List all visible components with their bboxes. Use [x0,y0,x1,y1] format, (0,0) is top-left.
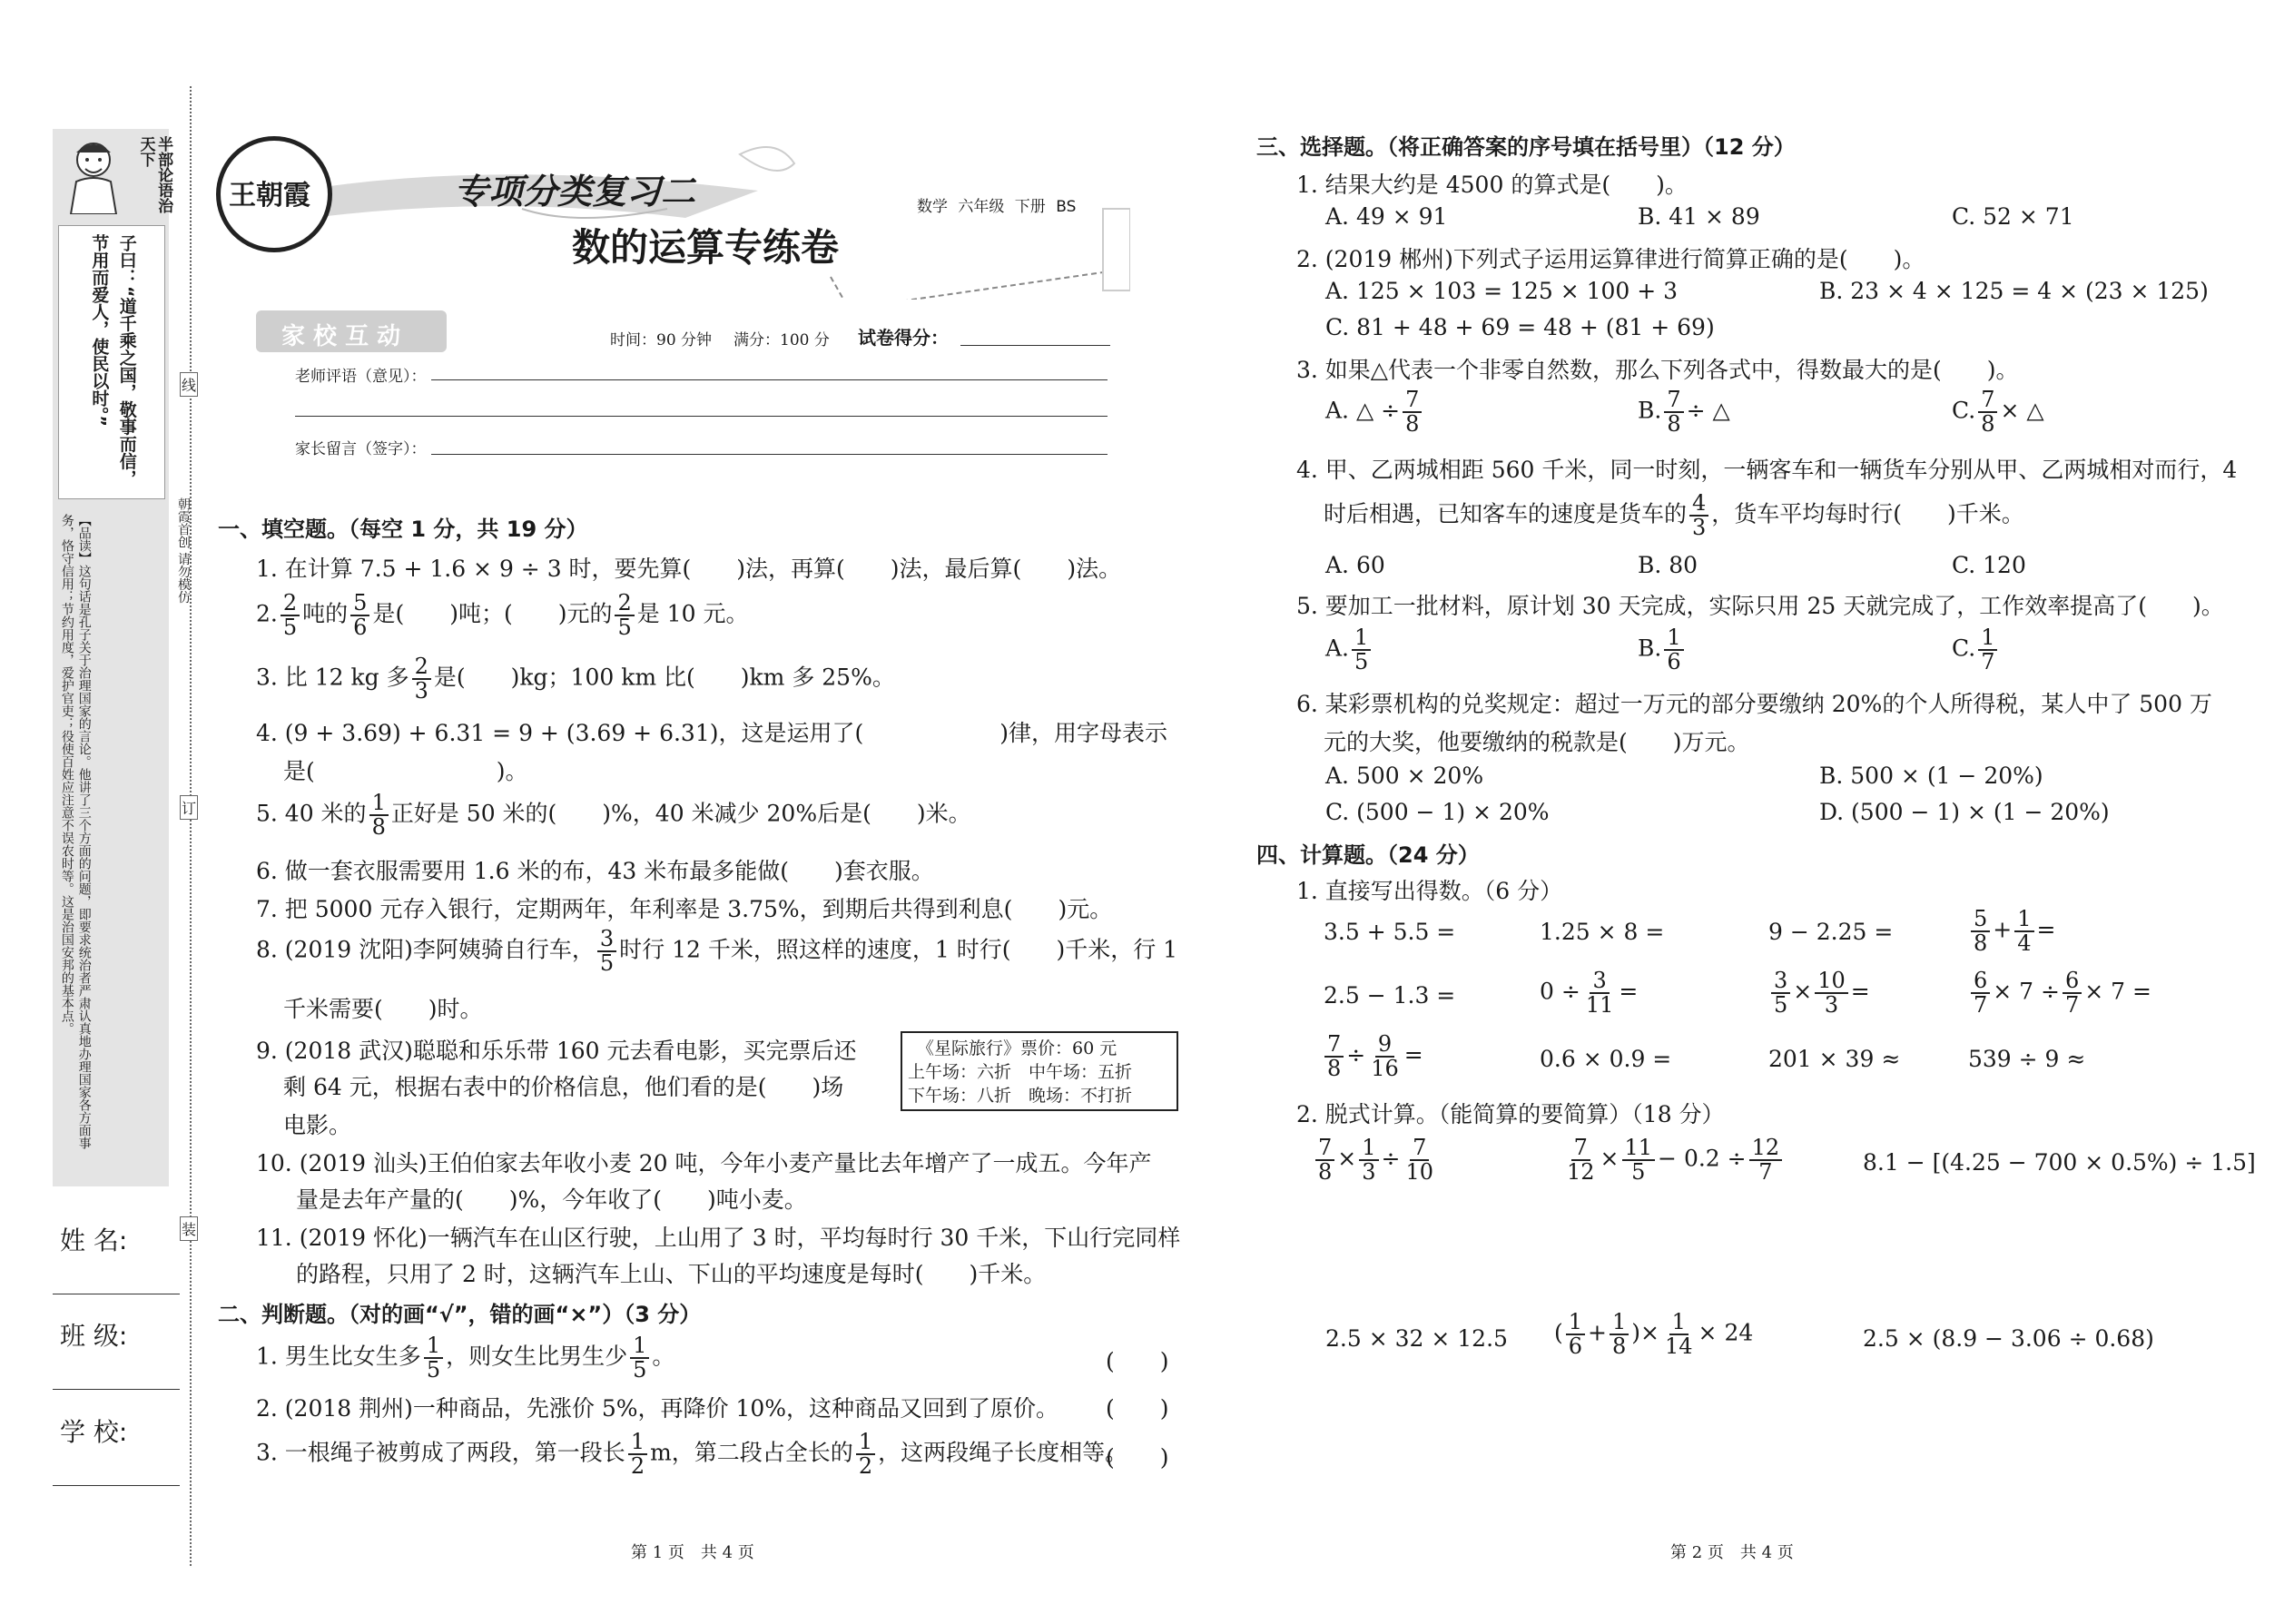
q4-1-title: 1. 直接写出得数。（6 分） [1296,878,1563,904]
teacher-comment-line[interactable] [431,379,1108,380]
q1-9b: 剩 64 元，根据右表中的价格信息，他们看的是( )场 [283,1074,844,1100]
class-label: 班 级: [60,1321,128,1351]
expr-5: ( $\frac{1}{6}$ + $\frac{1}{8}$ )× $\frac{1}{14}$ × 24 [1554,1309,1754,1360]
ticket-box-line1: 《星际旅行》票价：60 元 [917,1038,1117,1058]
q3-4b: 时后相遇，已知客车的速度是货车的 $\frac{4}{3}$ ，货车平均每时行( )千米。 [1324,490,2024,541]
q3-1: 1. 结果大约是 4500 的算式是( )。 [1296,172,1688,198]
name-label: 姓 名: [60,1225,128,1255]
confucius-icon [58,134,129,214]
q1-11b: 的路程，只用了 2 时，这辆汽车上山、下山的平均速度是每时( )千米。 [296,1261,1047,1287]
calc-r1b: 1.25 × 8 = [1540,919,1665,945]
section1-title: 一、填空题。（每空 1 分，共 19 分） [218,517,588,542]
calc-r1a: 3.5 + 5.5 = [1324,919,1456,945]
parent-comment-label: 家长留言（签字）： [295,440,427,458]
q1-8a: 8. (2019 沈阳)李阿姨骑自行车， $\frac{3}{5}$ 时行 12 千米，照这样的速度，1 时行( )千米，行 1 [256,926,1178,977]
cut-mark-xian: 线 [180,372,198,397]
series-title: 专项分类复习二 [454,172,696,212]
school-label: 学 校: [60,1417,128,1447]
reading-text: 【品读】这句话是孔子关于治理国家的言论。他讲了三个方面的问题，即要求统治者严肃认真地办理国家各方面事务，恪守信用；节约用度，爱护官吏；役使百姓应注意不误农时等。这是治国安邦的基本点。 [59,514,92,1149]
q3-6-D: D. (500 − 1) × (1 − 20%) [1819,799,2110,825]
q3-5: 5. 要加工一批材料，原计划 30 天完成，实际只用 25 天就完成了，工作效率提高了( )。 [1296,593,2224,619]
section2-title: 二、判断题。（对的画“√”，错的画“×”）（3 分） [218,1302,702,1327]
q3-5-B: B. $\frac{1}{6}$ [1638,626,1687,674]
q3-6-B: B. 500 × (1 − 20%) [1819,763,2043,789]
parent-comment-line[interactable] [431,454,1108,455]
full-score-info: 满分：100 分 [733,331,830,349]
frac-2-5: $\frac{2}{5}$ [281,592,300,639]
q3-3-B: B. $\frac{7}{8}$ ÷ △ [1638,387,1730,438]
q3-6-C: C. (500 − 1) × 20% [1325,799,1550,825]
quote: 子曰：“道千乘之国，敬事而信，节用而爱人，使民以时。” [89,234,137,487]
q2-3: 3. 一根绳子被剪成了两段，第一段长 $\frac{1}{2}$ m，第二段占全长的 $\frac{1}{2}$ ，这两段绳子长度相等。 [256,1429,1128,1480]
teacher-comment-label: 老师评语（意见）： [295,368,427,386]
school-line[interactable] [53,1485,180,1486]
calc-r1c: 9 − 2.25 = [1768,919,1894,945]
q3-4a: 4. 甲、乙两城相距 560 千米，同一时刻，一辆客车和一辆货车分别从甲、乙两城相对而行，4 [1296,457,2238,483]
q3-1-C: C. 52 × 71 [1952,203,2074,230]
q1-9c: 电影。 [283,1112,352,1138]
calc-r2a: 2.5 − 1.3 = [1324,982,1456,1009]
q1-2: 2. $\frac{2}{5}$ 吨的 $\frac{5}{6}$ 是( )吨；( )元的 $\frac{2}{5}$ 是 10 元。 [256,590,749,641]
ticket-box-line2: 上午场：六折 中午场：五折 [908,1062,1133,1082]
q2-2-answer[interactable]: ( ) [1106,1395,1169,1422]
calc-r2c: $\frac{3}{5}$ × $\frac{10}{3}$ = [1768,969,1870,1017]
publisher-note: 朝霞首创 请勿模仿 [176,497,191,604]
q1-4b: 是( )。 [283,758,528,784]
page-title: 数的运算专练卷 [572,225,840,270]
q1-1: 1. 在计算 7.5 + 1.6 × 9 ÷ 3 时，要先算( )法，再算( )法，最后算( )法。 [256,556,1122,582]
q1-11a: 11. (2019 怀化)一辆汽车在山区行驶，上山用了 3 时，平均每时行 30 千米，下山行完同样 [256,1225,1181,1251]
q2-3-answer[interactable]: ( ) [1106,1444,1169,1471]
q1-3: 3. 比 12 kg 多 $\frac{2}{3}$ 是( )kg；100 km 比( )km 多 25%。 [256,654,895,704]
q3-6b: 元的大奖，他要缴纳的税款是( )万元。 [1324,729,1750,755]
q1-4a: 4. (9 + 3.69) + 6.31 = 9 + (3.69 + 6.31)，这是运用了( )律，用字母表示 [256,720,1167,746]
time-info: 时间：90 分钟 [610,331,713,349]
section4-title: 四、计算题。（24 分） [1256,842,1480,868]
q3-6-A: A. 500 × 20% [1325,763,1484,789]
section3-title: 三、选择题。（将正确答案的序号填在括号里）（12 分） [1256,134,1796,160]
q3-6a: 6. 某彩票机构的兑奖规定：超过一万元的部分要缴纳 20%的个人所得税，某人中了 500 万 [1296,691,2212,717]
footer-right: 第 2 页 共 4 页 [1670,1543,1794,1562]
calc-r1d: $\frac{5}{8}$ + $\frac{1}{4}$ = [1968,908,2055,955]
q3-1-A: A. 49 × 91 [1325,203,1448,230]
expr-6: 2.5 × (8.9 − 3.06 ÷ 0.68) [1863,1325,2154,1352]
q4-2-title: 2. 脱式计算。（能简算的要简算）（18 分） [1296,1101,1725,1127]
teacher-comment-line-2[interactable] [295,416,1108,417]
q3-1-B: B. 41 × 89 [1638,203,1760,230]
jxhd-label: 家 校 互 动 [281,323,401,350]
expr-1: $\frac{7}{8}$ × $\frac{1}{3}$ ÷ $\frac{7}{10}$ [1313,1137,1439,1184]
q3-3-C: C. $\frac{7}{8}$ × △ [1952,387,2044,438]
calc-r2d: $\frac{6}{7}$ × 7 ÷ $\frac{6}{7}$ × 7 = [1968,969,2151,1017]
q1-8b: 千米需要( )时。 [283,996,483,1022]
motto: 半部论语治天下 [136,136,173,213]
ticket-box-line3: 下午场：八折 晚场：不打折 [908,1086,1133,1106]
q3-4-C: C. 120 [1952,552,2026,578]
q3-2-A: A. 125 × 103 = 125 × 100 + 3 [1325,278,1679,304]
q1-9a: 9. (2018 武汉)聪聪和乐乐带 160 元去看电影，买完票后还 [256,1038,857,1064]
subject-tags: 数学 六年级 下册 BS [917,198,1077,216]
q3-2: 2. (2019 郴州)下列式子运用运算律进行简算正确的是( )。 [1296,246,1925,272]
q3-3: 3. 如果△代表一个非零自然数，那么下列各式中，得数最大的是( )。 [1296,357,2019,383]
expr-2: $\frac{7}{12}$ × $\frac{11}{5}$ − 0.2 ÷ $\frac{12}{7}$ [1561,1137,1785,1184]
cut-mark-zhuang: 装 [180,1216,198,1241]
logo-text: 王朝霞 [229,180,310,212]
q1-6: 6. 做一套衣服需要用 1.6 米的布，43 米布最多能做( )套衣服。 [256,858,934,884]
q3-5-A: A. $\frac{1}{5}$ [1325,626,1373,674]
calc-r3b: 0.6 × 0.9 = [1540,1046,1672,1072]
q3-2-C: C. 81 + 48 + 69 = 48 + (81 + 69) [1325,314,1715,340]
calc-r2b: 0 ÷ $\frac{3}{11}$ = [1540,968,1639,1019]
q3-2-B: B. 23 × 4 × 125 = 4 × (23 × 125) [1819,278,2209,304]
footer-left: 第 1 页 共 4 页 [631,1543,754,1562]
expr-3: 8.1 − [(4.25 − 700 × 0.5%) ÷ 1.5] [1863,1149,2256,1176]
class-line[interactable] [53,1389,180,1390]
q2-2: 2. (2018 荆州)一种商品，先涨价 5%，再降价 10%，这种商品又回到了原价。 [256,1395,1058,1422]
q2-1-answer[interactable]: ( ) [1106,1348,1169,1374]
q1-10a: 10. (2019 汕头)王伯伯家去年收小麦 20 吨，今年小麦产量比去年增产了一成五。今年产 [256,1150,1152,1176]
q3-4-A: A. 60 [1325,552,1385,578]
calc-r3a: $\frac{7}{8}$ ÷ $\frac{9}{16}$ = [1322,1033,1423,1080]
q1-10b: 量是去年产量的( )%，今年收了( )吨小麦。 [296,1186,807,1213]
q3-4-B: B. 80 [1638,552,1698,578]
q1-5: 5. 40 米的 $\frac{1}{8}$ 正好是 50 米的( )%，40 米减少 20%后是( )米。 [256,790,971,841]
q2-1: 1. 男生比女生多 $\frac{1}{5}$ ，则女生比男生少 $\frac{1}{5}$ 。 [256,1333,675,1383]
score-label: 试卷得分： [858,327,949,349]
score-line[interactable] [960,345,1110,346]
q1-7: 7. 把 5000 元存入银行，定期两年，年利率是 3.75%，到期后共得到利息( )元。 [256,896,1113,922]
q3-5-C: C. $\frac{1}{7}$ [1952,626,2000,674]
calc-r3c: 201 × 39 ≈ [1768,1046,1901,1072]
q3-3-A: A. △ ÷ $\frac{7}{8}$ [1325,389,1424,436]
cut-mark-ding: 订 [180,795,198,820]
calc-r3d: 539 ÷ 9 ≈ [1968,1046,2086,1072]
cut-line [190,86,192,1566]
expr-4: 2.5 × 32 × 12.5 [1325,1325,1508,1352]
